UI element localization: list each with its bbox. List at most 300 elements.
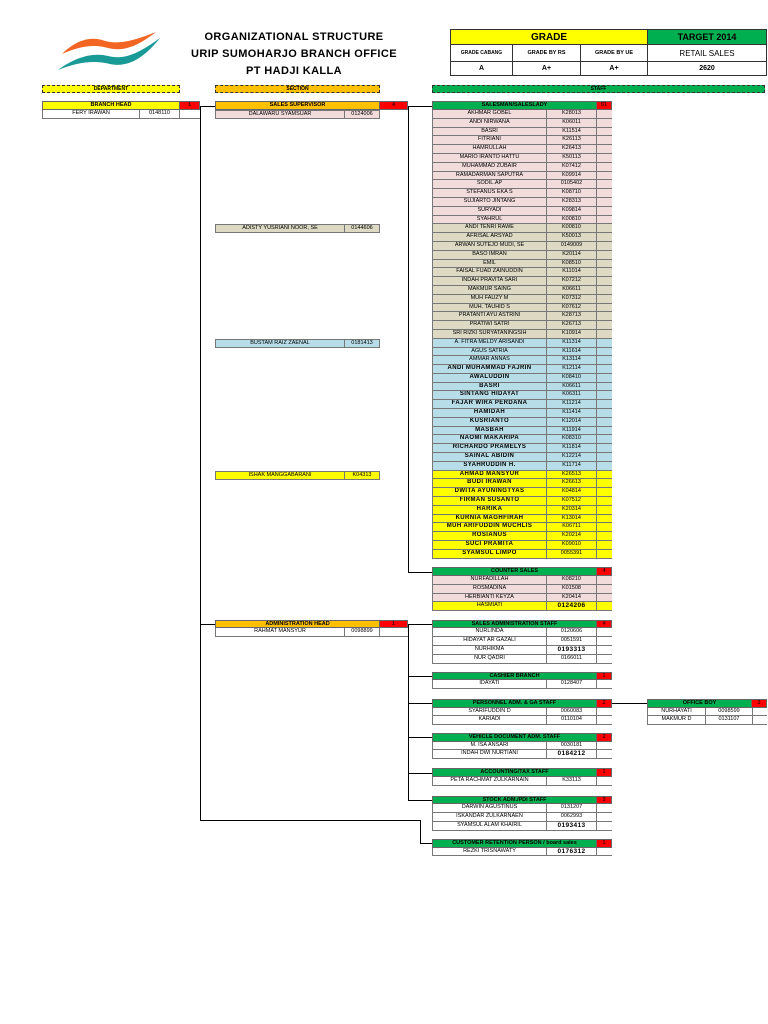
staff-id: K33113 [547, 777, 597, 785]
staff-name: FIRMAN SUSANTO [433, 497, 547, 505]
accounting-tax-staff-header [432, 768, 612, 777]
staff-row [433, 523, 612, 532]
grade-label: GRADE [451, 30, 648, 45]
staff-id: 0193413 [547, 822, 597, 830]
personnel-staff-box [432, 699, 612, 725]
staff-id: K07312 [547, 295, 597, 303]
staff-id: K26613 [547, 479, 597, 487]
staff-name: ROSIANUS [433, 532, 547, 540]
sales-admin-staff-count: 4 [597, 620, 612, 629]
staff-name: RAHMAT MANSYUR [216, 628, 345, 636]
staff-name: HARIKA [433, 506, 547, 514]
staff-name: MASBAH [433, 427, 547, 435]
customer-retention-list [432, 848, 612, 857]
staff-id: K20414 [547, 594, 597, 602]
staff-row [433, 180, 612, 189]
staff-row [433, 708, 612, 717]
staff-row [433, 488, 612, 497]
staff-name: ANDI NIRWANA [433, 119, 547, 127]
staff-name: FAJAR WIRA PERDANA [433, 400, 547, 408]
staff-name: NURLINDA [433, 628, 547, 636]
customer-retention-header [432, 839, 612, 848]
staff-row [433, 471, 612, 480]
staff-name: SUJIARTO JINTANG [433, 198, 547, 206]
staff-row [433, 268, 612, 277]
staff-name: HIDAYAT AR GAZALI [433, 637, 547, 645]
supervisor-spacer [215, 119, 380, 225]
supervisor-spacer [215, 233, 380, 339]
staff-row [433, 400, 612, 409]
staff-name: NURHAYATI [648, 708, 706, 716]
staff-id: K08210 [547, 576, 597, 584]
staff-row [433, 479, 612, 488]
staff-row [433, 198, 612, 207]
staff-name: SYAMSUL ALAM KHAIRIL [433, 822, 547, 830]
staff-name: HAMRULLAH [433, 145, 547, 153]
supervisor-name: ISHAK MANGGABARANI [216, 472, 345, 479]
staff-name: MUH. TAUHID S [433, 304, 547, 312]
administration-head-box [215, 620, 408, 638]
accounting-tax-staff-list [432, 777, 612, 786]
staff-id: 0184212 [547, 750, 597, 758]
staff-row [433, 277, 612, 286]
staff-row [433, 409, 612, 418]
staff-row [433, 295, 612, 304]
staff-id: K50113 [547, 154, 597, 162]
staff-row [433, 233, 612, 242]
staff-id: K06611 [547, 383, 597, 391]
supervisor-row [215, 224, 380, 233]
staff-name: SRI RIZKI SURYATANINGSIH [433, 330, 547, 338]
staff-id: K00810 [547, 224, 597, 232]
branch-head-count: 1 [180, 101, 200, 110]
branch-head-title: BRANCH HEAD [42, 101, 180, 110]
staff-row [433, 716, 612, 725]
staff-name: MARIO IRANTO HATTU [433, 154, 547, 162]
stock-pdi-staff-box [432, 796, 612, 831]
personnel-staff-list [432, 708, 612, 726]
connector-line [200, 624, 215, 625]
staff-row [433, 374, 612, 383]
staff-id: K10914 [547, 330, 597, 338]
staff-row [433, 541, 612, 550]
connector-line [200, 106, 201, 820]
staff-row [433, 339, 612, 348]
staff-row [433, 356, 612, 365]
staff-id: K11014 [547, 268, 597, 276]
branch-head-header [42, 101, 200, 110]
supervisor-name: ADISTY YUSRIANI NOOR, SE [216, 225, 345, 232]
staff-name: BUDI IRAWAN [433, 479, 547, 487]
supervisor-id: 0181413 [345, 340, 380, 347]
connector-line [408, 800, 432, 801]
supervisor-id: K04313 [345, 472, 380, 479]
staff-row [433, 383, 612, 392]
staff-id: K07412 [547, 163, 597, 171]
staff-name: AKHMAR GOBEL [433, 110, 547, 118]
supervisor-spacer [215, 348, 380, 471]
personnel-staff-header [432, 699, 612, 708]
staff-id: K11214 [547, 400, 597, 408]
staff-name: MUHAMMAD ZUBAIR [433, 163, 547, 171]
staff-row [433, 145, 612, 154]
staff-name: BASRI [433, 128, 547, 136]
staff-id: K13014 [547, 515, 597, 523]
staff-name: NAOMI MAKARIPA [433, 435, 547, 443]
staff-row [433, 655, 612, 664]
staff-name: PETA RACHMAT ZULKARNAIN [433, 777, 547, 785]
staff-name: SODIL.AP [433, 180, 547, 188]
grade-by-rs-value: A+ [513, 62, 581, 75]
staff-id: K26513 [547, 471, 597, 479]
salesforce-header [432, 101, 612, 110]
stock-pdi-staff-count: 3 [597, 796, 612, 805]
staff-name: MUH FAUZY M [433, 295, 547, 303]
staff-row [433, 576, 612, 585]
staff-row [433, 242, 612, 251]
staff-row [433, 848, 612, 857]
office-boy-list [647, 708, 767, 726]
customer-retention-box [432, 839, 612, 857]
staff-row [433, 119, 612, 128]
department-column-header: DEPARTMENT [42, 85, 180, 93]
staff-name: RICHARDO PRAMELYS [433, 444, 547, 452]
staff-name: ROSMADINA [433, 585, 547, 593]
staff-id: 0060083 [547, 708, 597, 716]
staff-name: AFRISAL ARSYAD [433, 233, 547, 241]
office-boy-box [647, 699, 767, 725]
staff-id: K11514 [547, 128, 597, 136]
staff-id: K20114 [547, 251, 597, 259]
staff-name: AMMAR ANNAS [433, 356, 547, 364]
staff-name: SYAHRUL [433, 216, 547, 224]
customer-retention-count: 1 [597, 839, 612, 848]
staff-id: K20214 [547, 532, 597, 540]
staff-row [433, 515, 612, 524]
supervisor-id: 0124006 [345, 111, 380, 118]
retail-sales-label: RETAIL SALES [648, 45, 766, 62]
staff-row [433, 286, 612, 295]
staff-row [433, 260, 612, 269]
staff-row [433, 628, 612, 637]
staff-id: K11314 [547, 339, 597, 347]
connector-line [408, 703, 432, 704]
staff-name: STEFANUS EKA S [433, 189, 547, 197]
staff-name: NUR QADRI [433, 655, 547, 663]
company-title: PT HADJI KALLA [245, 65, 343, 77]
staff-name: EMIL [433, 260, 547, 268]
supervisor-id: 0144606 [345, 225, 380, 232]
staff-id: 0098599 [706, 708, 753, 716]
accounting-tax-staff-count: 1 [597, 768, 612, 777]
supervisor-name: BUSTAM RAIZ ZAENAL [216, 340, 345, 347]
staff-id: K09010 [547, 541, 597, 549]
staff-name: ISKANDAR ZULKARNAEN [433, 813, 547, 821]
administration-head-title: ADMINISTRATION HEAD [215, 620, 380, 629]
cashier-branch-title: CASHIER BRANCH [432, 672, 597, 681]
supervisor-spacer [215, 480, 380, 559]
staff-name: SUCI PRAMITA [433, 541, 547, 549]
staff-id: K12114 [547, 365, 597, 373]
staff-id: K11914 [547, 427, 597, 435]
staff-row [433, 497, 612, 506]
staff-name: IDAYATI [433, 680, 547, 688]
accounting-tax-staff-box [432, 768, 612, 786]
connector-line [200, 106, 215, 107]
staff-name: ANDI MUHAMMAD FAJRIN [433, 365, 547, 373]
staff-name: MUH ARIFUDDIN MUCHLIS [433, 523, 547, 531]
staff-id: 0120606 [547, 628, 597, 636]
customer-retention-title: CUSTOMER RETENTION PERSON / board sales [432, 839, 597, 848]
staff-name: HASMIATI [433, 602, 547, 610]
staff-row [433, 251, 612, 260]
staff-row [433, 136, 612, 145]
grade-table [450, 29, 767, 76]
salesforce-title: SALESMAN/SALESLADY [432, 101, 597, 110]
staff-id: K06011 [547, 119, 597, 127]
staff-row [433, 435, 612, 444]
supervisor-row [215, 471, 380, 480]
staff-id: K28713 [547, 312, 597, 320]
staff-id: 0193313 [547, 646, 597, 654]
staff-row [433, 550, 612, 559]
staff-id: 0110104 [547, 716, 597, 724]
stock-pdi-staff-header [432, 796, 612, 805]
sales-admin-staff-list [432, 628, 612, 663]
staff-id: 0131207 [547, 804, 597, 812]
connector-line [420, 820, 421, 843]
connector-line [200, 820, 420, 821]
connector-line [408, 773, 432, 774]
staff-row [216, 628, 408, 637]
staff-row [648, 708, 767, 717]
staff-id: K09914 [547, 172, 597, 180]
vehicle-document-staff-box [432, 733, 612, 759]
staff-id: K07212 [547, 277, 597, 285]
staff-id: K06711 [547, 523, 597, 531]
sales-supervisor-header [215, 101, 408, 110]
staff-id: K20314 [547, 506, 597, 514]
section-column-header: SECTION [215, 85, 380, 93]
staff-id: 0124206 [547, 602, 597, 610]
staff-id: 0166011 [547, 655, 597, 663]
staff-name: SAINAL ABIDIN [433, 453, 547, 461]
staff-row [433, 742, 612, 751]
cashier-branch-count: 1 [597, 672, 612, 681]
administration-head-list [215, 628, 408, 637]
staff-name: FITRIANI [433, 136, 547, 144]
staff-name: REZKI TRISNAWATY [433, 848, 547, 856]
staff-row [648, 716, 767, 725]
office-boy-header [647, 699, 767, 708]
vehicle-document-staff-list [432, 742, 612, 760]
staff-name: BASRI [433, 383, 547, 391]
staff-name: MAKMUR SAING [433, 286, 547, 294]
staff-row [433, 172, 612, 181]
staff-id: 0128407 [547, 680, 597, 688]
staff-row [433, 189, 612, 198]
staff-name: KURNIA MAGHFIRAH [433, 515, 547, 523]
staff-id: K01508 [547, 585, 597, 593]
staff-row [433, 594, 612, 603]
sales-supervisor-title: SALES SUPERVISOR [215, 101, 380, 110]
staff-row [433, 813, 612, 822]
counter-sales-title: COUNTER SALES [432, 567, 597, 576]
staff-row [433, 777, 612, 786]
staff-id: K11614 [547, 348, 597, 356]
branch-head-box [42, 101, 200, 119]
staff-id: 0051591 [547, 637, 597, 645]
connector-line [612, 703, 647, 704]
staff-id: K11714 [547, 462, 597, 470]
staff-row [433, 348, 612, 357]
staff-id: K06611 [547, 286, 597, 294]
staff-id: K04814 [547, 488, 597, 496]
grade-by-ue-value: A+ [581, 62, 648, 75]
office-boy-count: 2 [752, 699, 767, 708]
staff-id: 0105402 [547, 180, 597, 188]
counter-sales-count: 4 [597, 567, 612, 576]
staff-name: AWALUDDIN [433, 374, 547, 382]
personnel-staff-title: PERSONNEL ADM. & GA STAFF [432, 699, 597, 708]
staff-id: K08410 [547, 374, 597, 382]
staff-row [433, 312, 612, 321]
staff-row [433, 602, 612, 611]
staff-id: 0149009 [547, 242, 597, 250]
staff-name: SINTANG HIDAYAT [433, 391, 547, 399]
grade-by-rs-label: GRADE BY RS [513, 45, 581, 62]
staff-row [433, 646, 612, 655]
vehicle-document-staff-title: VEHICLE DOCUMENT ADM. STAFF [432, 733, 597, 742]
staff-name: NURHIKMA [433, 646, 547, 654]
office-boy-title: OFFICE BOY [647, 699, 752, 708]
staff-row [433, 391, 612, 400]
staff-row [433, 680, 612, 689]
staff-name: DWITA AYUNINGTYAS [433, 488, 547, 496]
connector-line [408, 572, 432, 573]
cashier-branch-box [432, 672, 612, 690]
cashier-branch-list [432, 680, 612, 689]
staff-row [433, 637, 612, 646]
staff-id: K06311 [547, 391, 597, 399]
staff-name: SURYADI [433, 207, 547, 215]
staff-id: K11414 [547, 409, 597, 417]
staff-row [433, 128, 612, 137]
staff-name: HERBIANTI KEYZA [433, 594, 547, 602]
staff-name: FAISAL FUAD ZAINUDDIN [433, 268, 547, 276]
staff-id: 0062993 [547, 813, 597, 821]
cashier-branch-header [432, 672, 612, 681]
staff-id: K13114 [547, 356, 597, 364]
staff-row [433, 453, 612, 462]
stock-pdi-staff-title: STOCK ADM./PDI STAFF [432, 796, 597, 805]
staff-id: 0098899 [345, 628, 380, 636]
staff-id: K50013 [547, 233, 597, 241]
staff-name: KUSRIANTO [433, 418, 547, 426]
staff-row [433, 418, 612, 427]
staff-name: NURFADILLAH [433, 576, 547, 584]
staff-row [433, 321, 612, 330]
accounting-tax-staff-title: ACCOUNTING/TAX STAFF [432, 768, 597, 777]
staff-name: PRATANTI AYU ASTRINI [433, 312, 547, 320]
staff-id: K28013 [547, 110, 597, 118]
staff-id: K00810 [547, 216, 597, 224]
grade-by-ue-label: GRADE BY UE [581, 45, 648, 62]
staff-name: AGUS SATRIA [433, 348, 547, 356]
staff-id: 0055391 [547, 550, 597, 558]
staff-name: FERY IRAWAN [43, 110, 140, 118]
supervisor-row [215, 110, 380, 119]
staff-id: K26113 [547, 136, 597, 144]
staff-name: BASO IMRAN [433, 251, 547, 259]
connector-line [408, 737, 432, 738]
staff-row [433, 804, 612, 813]
sales-admin-staff-header [432, 620, 612, 629]
staff-id: 0030181 [547, 742, 597, 750]
counter-sales-list [432, 576, 612, 611]
staff-id: K28313 [547, 198, 597, 206]
staff-row [433, 822, 612, 831]
counter-sales-header [432, 567, 612, 576]
staff-name: ANDI TENRI RAWE [433, 224, 547, 232]
staff-row [433, 750, 612, 759]
staff-row [433, 444, 612, 453]
salesforce-list [432, 110, 612, 559]
staff-name: A. FITRA MELDY ARISANDI [433, 339, 547, 347]
administration-head-count: 1 [380, 620, 408, 629]
salesforce-box [432, 101, 612, 558]
staff-id: K12214 [547, 453, 597, 461]
staff-id: K12014 [547, 418, 597, 426]
staff-name: AHMAD MANSYUR [433, 471, 547, 479]
sales-supervisor-box [215, 101, 408, 110]
staff-name: MAKMUR D [648, 716, 706, 724]
staff-name: HAMIDAH [433, 409, 547, 417]
staff-name: SYAHRUDDIN H. [433, 462, 547, 470]
connector-line [408, 106, 432, 107]
staff-name: DARWIN AGUSTINUS [433, 804, 547, 812]
salesforce-count: 51 [597, 101, 612, 110]
staff-id: K08510 [547, 260, 597, 268]
grade-cabang-value: A [451, 62, 513, 75]
branch-office-title: URIP SUMOHARJO BRANCH OFFICE [191, 48, 397, 60]
staff-row [433, 163, 612, 172]
staff-id: K07512 [547, 497, 597, 505]
staff-row [43, 110, 200, 119]
staff-id: K07612 [547, 304, 597, 312]
staff-row [433, 154, 612, 163]
staff-id: K11814 [547, 444, 597, 452]
sales-admin-staff-title: SALES ADMINISTRATION STAFF [432, 620, 597, 629]
staff-row [433, 207, 612, 216]
counter-sales-box [432, 567, 612, 611]
staff-row [433, 427, 612, 436]
vehicle-document-staff-header [432, 733, 612, 742]
staff-name: RAMADARMAN SAPUTRA [433, 172, 547, 180]
staff-row [433, 304, 612, 313]
sales-supervisor-list [215, 110, 380, 559]
staff-row [433, 462, 612, 471]
staff-name: M. ISA ANSARI [433, 742, 547, 750]
staff-name: INDAH PRAVITA SARI [433, 277, 547, 285]
stock-pdi-staff-list [432, 804, 612, 830]
staff-row [433, 365, 612, 374]
staff-id: K26413 [547, 145, 597, 153]
staff-name: ARWAN SUTEJO MUDI, SE [433, 242, 547, 250]
connector-line [420, 843, 432, 844]
page-title: ORGANIZATIONAL STRUCTURE [204, 31, 384, 43]
staff-id: K08710 [547, 189, 597, 197]
